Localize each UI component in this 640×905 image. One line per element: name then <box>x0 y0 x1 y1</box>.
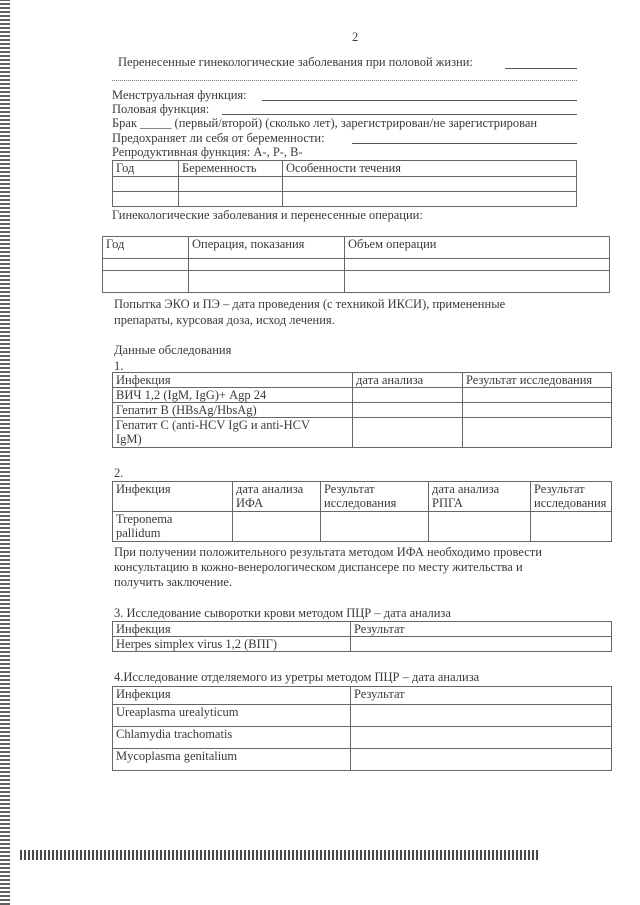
infection-mycoplasma: Mycoplasma genitalium <box>113 749 351 771</box>
col-result: Результат <box>351 687 612 705</box>
col-operation: Операция, показания <box>189 237 345 259</box>
table-row[interactable] <box>113 727 612 749</box>
table-row[interactable] <box>113 403 612 418</box>
operations-table <box>102 236 610 293</box>
menstrual-label: Менструальная функция: <box>112 88 247 102</box>
infection-treponema: Treponema pallidum <box>113 512 233 542</box>
infection-chlamydia: Chlamydia trachomatis <box>113 727 351 749</box>
note-line-3: получить заключение. <box>114 575 233 589</box>
operations-heading: Гинекологические заболевания и перенесенные операции: <box>112 208 423 222</box>
infection-table-1 <box>112 372 612 448</box>
scan-edge-bottom <box>20 850 540 860</box>
table-row[interactable] <box>103 271 610 293</box>
col-date-rpga: дата анализа РПГА <box>429 482 531 512</box>
eco-line-2: препараты, курсовая доза, исход лечения. <box>114 313 335 327</box>
col-date: дата анализа <box>353 373 463 388</box>
table-row[interactable] <box>113 749 612 771</box>
section-1-number: 1. <box>114 359 124 373</box>
col-result: Результат исследования <box>463 373 612 388</box>
page-number: 2 <box>352 30 359 44</box>
col-year: Год <box>113 161 179 177</box>
pregnancy-table <box>112 160 577 207</box>
col-infection: Инфекция <box>113 687 351 705</box>
gyn-diseases-field-2[interactable] <box>112 80 577 81</box>
infection-table-3 <box>112 621 612 652</box>
col-result-rpga: Результат исследования <box>531 482 612 512</box>
infection-hiv: ВИЧ 1,2 (IgM, IgG)+ Agp 24 <box>113 388 353 403</box>
col-infection: Инфекция <box>113 482 233 512</box>
table-row[interactable] <box>103 259 610 271</box>
contraception-label: Предохраняет ли себя от беременности: <box>112 131 325 145</box>
reproductive-label: Репродуктивная функция: А-, Р-, В- <box>112 145 303 159</box>
infection-hepatitis-b: Гепатит В (HBsAg/HbsAg) <box>113 403 353 418</box>
menstrual-field[interactable] <box>262 100 577 101</box>
sexual-label: Половая функция: <box>112 102 210 116</box>
note-line-2: консультацию в кожно-венерологическом диспансере по месту жительства и <box>114 560 523 574</box>
infection-table-4 <box>112 686 612 771</box>
exam-title: Данные обследования <box>114 343 232 357</box>
col-course: Особенности течения <box>283 161 577 177</box>
table-row[interactable] <box>113 388 612 403</box>
table-row[interactable] <box>113 705 612 727</box>
section-4-title: 4.Исследование отделяемого из уретры методом ПЦР – дата анализа <box>114 670 480 684</box>
contraception-field[interactable] <box>352 143 577 144</box>
col-result-ifa: Результат исследования <box>321 482 429 512</box>
infection-ureaplasma: Ureaplasma urealyticum <box>113 705 351 727</box>
infection-table-2 <box>112 481 612 542</box>
col-year: Год <box>103 237 189 259</box>
table-row[interactable] <box>113 637 612 652</box>
table-row[interactable] <box>113 192 577 207</box>
scan-edge-left <box>0 0 10 905</box>
infection-herpes: Herpes simplex virus 1,2 (ВПГ) <box>113 637 351 652</box>
col-result: Результат <box>351 622 612 637</box>
sexual-field[interactable] <box>222 114 577 115</box>
section-2-number: 2. <box>114 466 124 480</box>
section-3-title: 3. Исследование сыворотки крови методом ПЦР – дата анализа <box>114 606 451 620</box>
gyn-diseases-label: Перенесенные гинекологические заболевания при половой жизни: <box>118 55 473 69</box>
col-infection: Инфекция <box>113 622 351 637</box>
infection-hepatitis-c: Гепатит С (anti-HCV IgG и anti-HCV IgM) <box>113 418 353 448</box>
table-row[interactable] <box>113 177 577 192</box>
col-volume: Объем операции <box>345 237 610 259</box>
col-pregnancy: Беременность <box>179 161 283 177</box>
eco-line-1: Попытка ЭКО и ПЭ – дата проведения (с техникой ИКСИ), примененные <box>114 297 506 311</box>
table-row[interactable] <box>113 418 612 448</box>
marriage-label: Брак _____ (первый/второй) (сколько лет), зарегистрирован/не зарегистрирован <box>112 116 538 130</box>
table-row[interactable] <box>113 512 612 542</box>
col-infection: Инфекция <box>113 373 353 388</box>
gyn-diseases-field[interactable] <box>505 68 577 69</box>
note-line-1: При получении положительного результата методом ИФА необходимо провести <box>114 545 542 559</box>
col-date-ifa: дата анализа ИФА <box>233 482 321 512</box>
